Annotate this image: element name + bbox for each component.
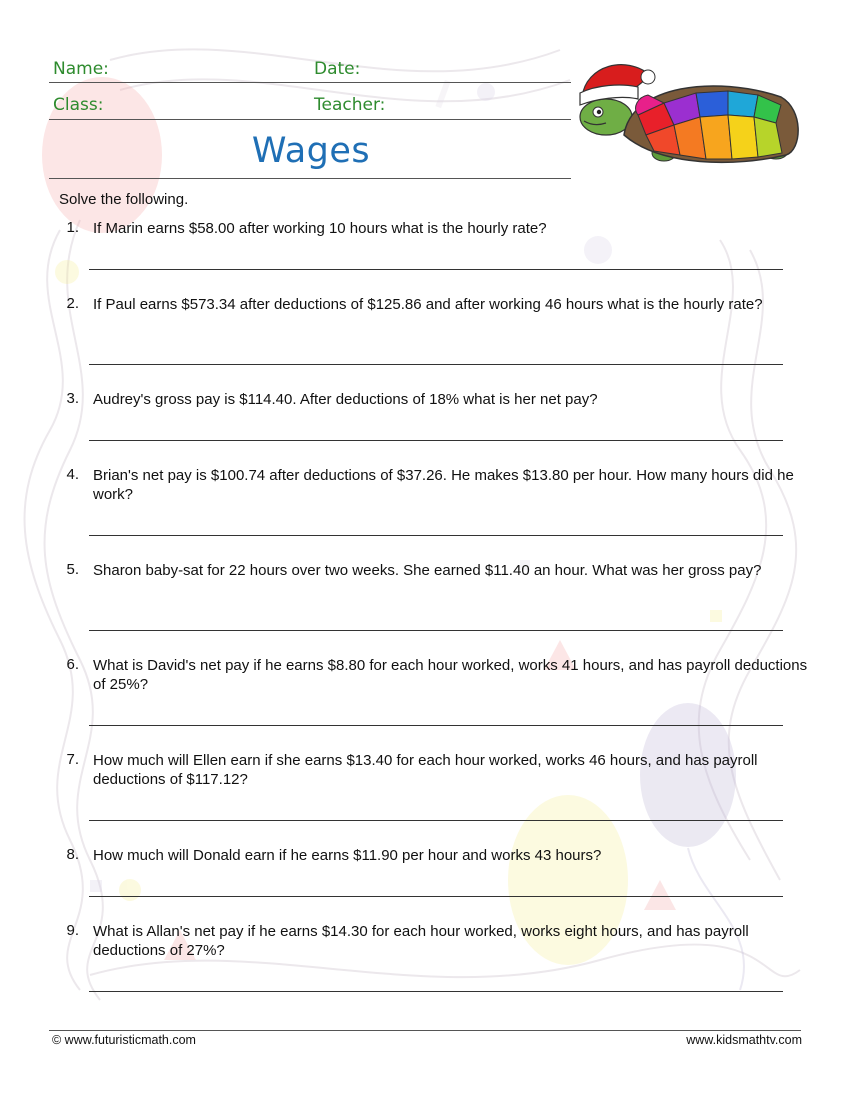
question-number: 7. (66, 751, 79, 768)
footer-left-text: © www.futuristicmath.com (52, 1033, 196, 1047)
date-label: Date: (314, 59, 361, 79)
question-text: How much will Ellen earn if she earns $13.40 for each hour worked, works 46 hours, and has payroll deductions of $117.12? (93, 752, 758, 788)
name-label: Name: (53, 59, 109, 79)
footer-rule (49, 1030, 801, 1031)
question-number: 9. (66, 922, 79, 939)
question-text: If Marin earns $58.00 after working 10 hours what is the hourly rate? (93, 220, 547, 237)
question-number: 3. (66, 390, 79, 407)
question-text: Audrey's gross pay is $114.40. After deductions of 18% what is her net pay? (93, 391, 598, 408)
question-text: Sharon baby-sat for 22 hours over two weeks. She earned $11.40 an hour. What was her gross pay? (93, 562, 762, 579)
question-number: 8. (66, 846, 79, 863)
question-text: How much will Donald earn if he earns $11.90 per hour and works 43 hours? (93, 847, 602, 864)
question-text: If Paul earns $573.34 after deductions of $125.86 and after working 46 hours what is the hourly rate? (93, 296, 763, 313)
worksheet-title: Wages (251, 131, 371, 171)
teacher-label: Teacher: (314, 95, 386, 115)
instructions-text: Solve the following. (59, 191, 189, 208)
question-number: 1. (66, 219, 79, 236)
question-number: 4. (66, 466, 79, 483)
question-number: 6. (66, 656, 79, 673)
question-text: What is Allan's net pay if he earns $14.30 for each hour worked, works eight hours, and has payroll deductions of 27%? (93, 923, 749, 959)
question-number: 5. (66, 561, 79, 578)
footer-right-text: www.kidsmathtv.com (686, 1033, 802, 1047)
question-number: 2. (66, 295, 79, 312)
question-text: Brian's net pay is $100.74 after deductions of $37.26. He makes $13.80 per hour. How many hours did he work? (93, 467, 794, 503)
question-text: What is David's net pay if he earns $8.80 for each hour worked, works 41 hours, and has payroll deductions of 25%? (93, 657, 808, 693)
class-label: Class: (53, 95, 104, 115)
